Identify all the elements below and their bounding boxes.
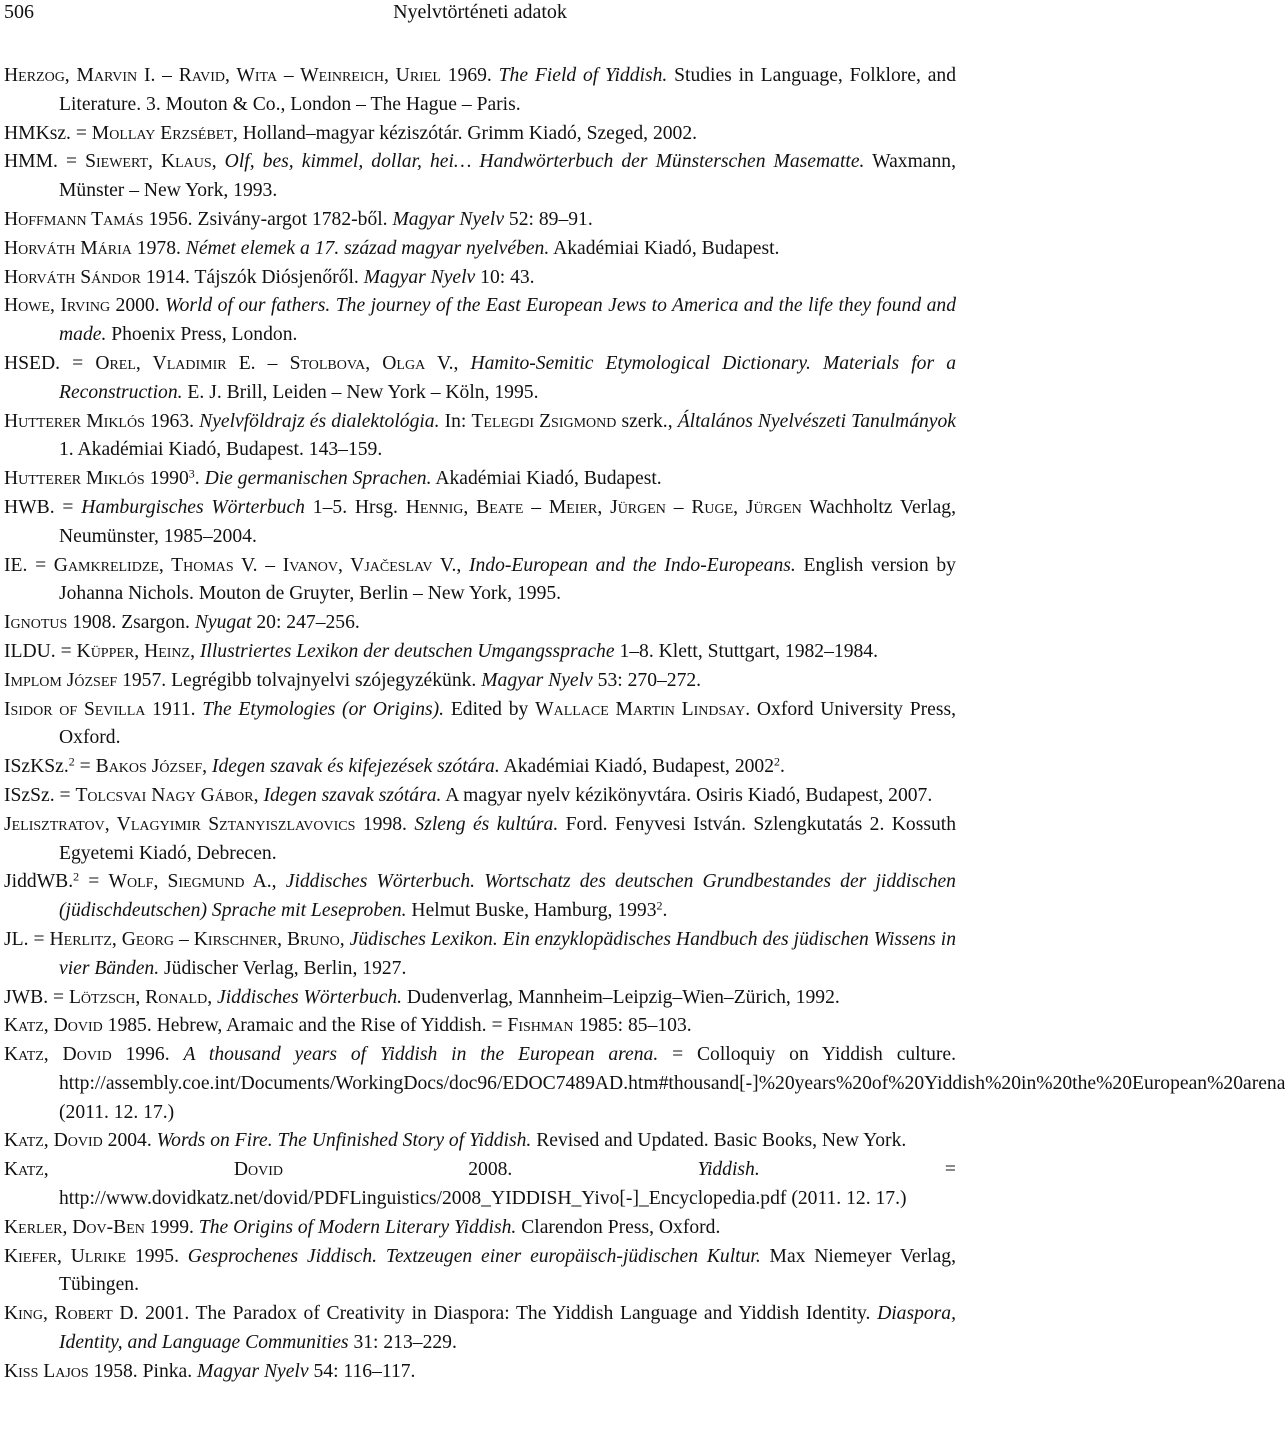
bibliography-entry bbox=[4, 1156, 956, 1214]
entry-segment: Akadémiai Kiadó, Budapest, 2002 bbox=[499, 756, 775, 778]
entry-segment: = bbox=[74, 756, 96, 778]
entry-segment: . Oxford University Press, Oxford. bbox=[59, 698, 957, 749]
entry-segment: JL. = bbox=[4, 928, 50, 950]
bibliography-entry bbox=[4, 62, 956, 120]
entry-segment: 1999. bbox=[144, 1216, 199, 1238]
entry-segment: 2 bbox=[656, 898, 663, 913]
entry-segment: szerk., bbox=[616, 410, 678, 432]
entry-segment: Horváth Sándor bbox=[4, 266, 141, 288]
entry-segment: Edited by bbox=[444, 698, 536, 720]
entry-segment: HWB. = bbox=[4, 496, 82, 518]
entry-segment: Kerler, Dov-Ben bbox=[4, 1216, 145, 1238]
entry-segment: Jelisztratov, Vlagyimir Sztanyiszlavovics bbox=[4, 813, 356, 835]
entry-segment: A magyar nyelv kézikönyvtára. Osiris Kiadó, Budapest, 2007. bbox=[441, 784, 933, 806]
entry-segment: Ford. Fenyvesi István. Szlengkutatás 2. Kossuth Egyetemi Kiadó, Debrecen. bbox=[59, 813, 957, 864]
entry-segment: . bbox=[662, 900, 668, 922]
entry-segment: Horváth Mária bbox=[4, 237, 132, 259]
entry-segment: 2 bbox=[774, 754, 781, 769]
bibliography-entry bbox=[4, 1358, 956, 1387]
entry-segment: Jiddisches Wörterbuch. bbox=[217, 986, 403, 1008]
entry-segment: ISzSz. = bbox=[4, 784, 76, 806]
entry-segment: , bbox=[339, 928, 350, 950]
entry-segment: 2 bbox=[68, 754, 75, 769]
entry-segment: Kiss Lajos bbox=[4, 1360, 89, 1382]
entry-segment: = bbox=[79, 871, 109, 893]
entry-segment: 1. Akadémiai Kiadó, Budapest. 143–159. bbox=[59, 439, 383, 461]
entry-segment: E. J. Brill, Leiden – New York – Köln, 1995. bbox=[182, 381, 539, 403]
entry-segment: Revised and Updated. Basic Books, New York. bbox=[531, 1130, 907, 1152]
entry-segment: E. – bbox=[226, 352, 290, 374]
entry-segment: Herzog, Marvin I. – Ravid, Wita – Weinreich, Uriel bbox=[4, 65, 441, 86]
entry-segment: Hutterer Miklós bbox=[4, 410, 145, 432]
entry-segment: Idegen szavak és kifejezések szótára. bbox=[211, 756, 500, 778]
entry-segment: Magyar Nyelv bbox=[392, 208, 505, 230]
entry-segment: ISzKSz. bbox=[4, 756, 69, 778]
entry-segment: 1957. Legrégibb tolvajnyelvi szójegyzékünk. bbox=[117, 669, 482, 691]
bibliography-entry bbox=[4, 292, 956, 350]
entry-segment: In: bbox=[439, 410, 472, 432]
bibliography-entry bbox=[4, 264, 956, 293]
entry-segment: The Etymologies (or Origins). bbox=[202, 698, 445, 720]
running-title: Nyelvtörténeti adatok bbox=[393, 1, 567, 23]
page-header bbox=[0, 0, 960, 26]
bibliography-entry bbox=[4, 120, 956, 149]
bibliography-entry bbox=[4, 465, 956, 494]
bibliography-entry bbox=[4, 638, 956, 667]
entry-segment: Német elemek a 17. század magyar nyelvében. bbox=[185, 237, 550, 259]
entry-segment: Helmut Buske, Hamburg, 1993 bbox=[406, 900, 657, 922]
entry-segment: IE. = bbox=[4, 554, 54, 576]
entry-segment: Isidor of Sevilla bbox=[4, 698, 146, 720]
entry-segment: 2004. bbox=[102, 1130, 157, 1152]
entry-segment: Akadémiai Kiadó, Budapest. bbox=[431, 468, 662, 490]
entry-segment: Orel, Vladimir bbox=[95, 352, 227, 374]
entry-segment: 1969. bbox=[440, 65, 499, 86]
entry-segment: . bbox=[194, 468, 205, 490]
entry-segment: . bbox=[780, 756, 785, 778]
entry-segment: King, Robert bbox=[4, 1303, 113, 1325]
entry-segment: Jüdischer Verlag, Berlin, 1927. bbox=[159, 957, 407, 979]
entry-segment: Diaspora, Identity, and Language Communities bbox=[59, 1303, 956, 1354]
bibliography-entry bbox=[4, 494, 956, 552]
entry-segment: Hutterer Miklós bbox=[4, 468, 145, 490]
entry-segment: Ivanov, Vjačeslav bbox=[282, 554, 433, 576]
entry-segment: The Origins of Modern Literary Yiddish. bbox=[198, 1216, 517, 1238]
entry-segment: 2008. bbox=[283, 1159, 698, 1181]
entry-segment: 10: 43. bbox=[475, 266, 535, 288]
entry-segment: Phoenix Press, London. bbox=[106, 324, 298, 346]
bibliography-entry bbox=[4, 609, 956, 638]
entry-segment: Mollay Erzsébet bbox=[91, 122, 233, 144]
entry-segment: Lötzsch, Ronald bbox=[68, 986, 208, 1008]
entry-segment: Katz, Dovid bbox=[4, 1130, 103, 1152]
entry-segment: Ignotus bbox=[4, 612, 68, 634]
entry-segment: , Holland–magyar kéziszótár. Grimm Kiadó, Szeged, 2002. bbox=[232, 122, 698, 144]
entry-segment: Yiddish. bbox=[697, 1159, 760, 1181]
entry-segment: Magyar Nyelv bbox=[481, 669, 593, 691]
bibliography-entry bbox=[4, 782, 956, 811]
entry-segment: Katz, Dovid bbox=[4, 1015, 103, 1037]
entry-segment: 1958. Pinka. bbox=[88, 1360, 198, 1382]
entry-segment: 53: 270–272. bbox=[592, 669, 702, 691]
entry-segment: Katz, Dovid bbox=[4, 1044, 112, 1066]
entry-segment: Waxmann, Münster – New York, 1993. bbox=[59, 151, 956, 202]
entry-segment: 1985: 85–103. bbox=[573, 1015, 692, 1037]
entry-segment: 1914. Tájszók Diósjenőről. bbox=[140, 266, 364, 288]
entry-segment: 1–8. Klett, Stuttgart, 1982–1984. bbox=[614, 640, 878, 662]
entry-segment: Szleng és kultúra. bbox=[414, 813, 559, 835]
entry-segment: Jiddisches Wörterbuch. Wortschatz des deutschen Grundbestandes der jiddischen (jüdischdeutschen) Sprache mit Leseproben. bbox=[59, 871, 956, 922]
bibliography-entry bbox=[4, 148, 956, 206]
bibliography-entry bbox=[4, 811, 956, 869]
entry-segment: Olf, bes, kimmel, dollar, hei… Handwörterbuch der Münsterschen Masematte. bbox=[224, 151, 865, 173]
entry-segment: Fishman bbox=[507, 1015, 574, 1037]
entry-segment: V., bbox=[432, 554, 469, 576]
entry-segment: 1978. bbox=[131, 237, 186, 259]
bibliography-entry bbox=[4, 1300, 956, 1358]
entry-segment: Words on Fire. The Unfinished Story of Yiddish. bbox=[156, 1130, 532, 1152]
entry-segment: Küpper, Heinz bbox=[76, 640, 191, 662]
entry-segment: 1995. bbox=[126, 1245, 188, 1267]
entry-segment: V., bbox=[425, 352, 471, 374]
entry-segment: = Colloquiy on Yiddish culture. http://assembly.coe.int/Documents/WorkingDocs/doc96/EDOC7489AD.htm#thousand[-]%20years%20of%20Yiddish%20in%20the%20European%20arena (2011. 12. 17.) bbox=[59, 1044, 1285, 1123]
entry-segment: Kiefer, Ulrike bbox=[4, 1245, 127, 1267]
bibliography-entry bbox=[4, 1127, 956, 1156]
entry-segment: 52: 89–91. bbox=[504, 208, 593, 230]
entry-segment: Idegen szavak szótára. bbox=[263, 784, 442, 806]
entry-segment: HMM. = bbox=[4, 151, 86, 173]
entry-segment: Illustriertes Lexikon der deutschen Umgangssprache bbox=[199, 640, 615, 662]
entry-segment: 1–5. Hrsg. bbox=[304, 496, 406, 518]
entry-segment: Herlitz, Georg – Kirschner, Bruno bbox=[49, 928, 340, 950]
entry-segment: JiddWB. bbox=[4, 871, 74, 893]
entry-segment: ILDU. = bbox=[4, 640, 77, 662]
entry-segment: Hennig, Beate – Meier, Jürgen – Ruge, Jürgen bbox=[405, 496, 802, 518]
entry-segment: 1908. Zsargon. bbox=[67, 612, 195, 634]
entry-segment: Telegdi Zsigmond bbox=[471, 410, 617, 432]
bibliography-entry bbox=[4, 1012, 956, 1041]
entry-segment: Nyugat bbox=[194, 612, 252, 634]
entry-segment: Indo-European and the Indo-Europeans. bbox=[468, 554, 796, 576]
entry-segment: Siewert, Klaus bbox=[85, 151, 212, 173]
bibliography-entry bbox=[4, 1214, 956, 1243]
entry-segment: = http://www.dovidkatz.net/dovid/PDFLinguistics/2008_YIDDISH_Yivo[-]_Encyclopedia.pdf (2011. 12. 17.) bbox=[59, 1159, 956, 1210]
entry-segment: V. – bbox=[233, 554, 283, 576]
bibliography-entry bbox=[4, 696, 956, 754]
entry-segment: Akadémiai Kiadó, Budapest. bbox=[549, 237, 780, 259]
entry-segment: 1985. Hebrew, Aramaic and the Rise of Yiddish. = bbox=[102, 1015, 508, 1037]
entry-segment: World of our fathers. The journey of the East European Jews to America and the life they found and made. bbox=[59, 295, 956, 346]
entry-segment: , bbox=[190, 640, 200, 662]
entry-segment: 1956. Zsivány-argot 1782-ből. bbox=[143, 208, 393, 230]
entry-segment: Jüdisches Lexikon. Ein enzyklopädisches Handbuch des jüdischen Wissens in vier Bänden. bbox=[59, 928, 957, 979]
bibliography-entry bbox=[4, 1243, 956, 1301]
bibliography-entry bbox=[4, 552, 956, 610]
entry-segment: 1998. bbox=[355, 813, 415, 835]
entry-segment: Hamburgisches Wörterbuch bbox=[81, 496, 305, 518]
entry-segment: 1996. bbox=[111, 1044, 184, 1066]
entry-segment: 31: 213–229. bbox=[348, 1332, 457, 1354]
entry-segment: Gesprochenes Jiddisch. Textzeugen einer europäisch-jüdischen Kultur. bbox=[187, 1245, 761, 1267]
entry-segment: 20: 247–256. bbox=[251, 612, 360, 634]
entry-segment: Die germanischen Sprachen. bbox=[204, 468, 432, 490]
entry-segment: A., bbox=[244, 871, 286, 893]
entry-segment: HSED. = bbox=[4, 352, 96, 374]
entry-segment: Bakos József bbox=[95, 756, 203, 778]
bibliography-entry bbox=[4, 408, 956, 466]
entry-segment: 2 bbox=[73, 869, 80, 884]
bibliography-entry bbox=[4, 350, 956, 408]
entry-segment: D. 2001. The Paradox of Creativity in Diaspora: The Yiddish Language and Yiddish Identity. bbox=[112, 1303, 878, 1325]
entry-segment: English version by Johanna Nichols. Mouton de Gruyter, Berlin – New York, 1995. bbox=[59, 554, 956, 605]
entry-segment: Stolbova, Olga bbox=[289, 352, 426, 374]
entry-segment: Gamkrelidze, Thomas bbox=[53, 554, 234, 576]
entry-segment: Wachholtz Verlag, Neumünster, 1985–2004. bbox=[59, 496, 956, 547]
entry-segment: Magyar Nyelv bbox=[197, 1360, 309, 1382]
bibliography-entry bbox=[4, 235, 956, 264]
entry-segment: Max Niemeyer Verlag, Tübingen. bbox=[59, 1245, 956, 1296]
entry-segment: 1990 bbox=[144, 468, 189, 490]
entry-segment: JWB. = bbox=[4, 986, 69, 1008]
entry-segment: , bbox=[253, 784, 264, 806]
entry-segment: Magyar Nyelv bbox=[363, 266, 476, 288]
bibliography-entry bbox=[4, 868, 956, 926]
entry-segment: , bbox=[207, 986, 218, 1008]
entry-segment: Dudenverlag, Mannheim–Leipzig–Wien–Zürich, 1992. bbox=[402, 986, 840, 1008]
bibliography-entry bbox=[4, 753, 956, 782]
bibliography-entry bbox=[4, 1041, 1285, 1127]
entry-segment: , bbox=[202, 756, 212, 778]
bibliography-list bbox=[4, 62, 1285, 1387]
entry-segment: Általános Nyelvészeti Tanulmányok bbox=[677, 410, 956, 432]
bibliography-entry bbox=[4, 667, 956, 696]
entry-segment: 1963. bbox=[144, 410, 200, 432]
entry-segment: 2000. bbox=[110, 295, 166, 317]
entry-segment: Clarendon Press, Oxford. bbox=[516, 1216, 721, 1238]
entry-segment: Katz, Dovid bbox=[4, 1159, 284, 1181]
entry-segment: 54: 116–117. bbox=[308, 1360, 416, 1382]
entry-segment: , bbox=[211, 151, 225, 173]
entry-segment: HMKsz. = bbox=[4, 122, 92, 144]
entry-segment: Nyelvföldrajz és dialektológia. bbox=[199, 410, 440, 432]
entry-segment: Hamito-Semitic Etymological Dictionary. Materials for a Reconstruction. bbox=[59, 352, 956, 403]
bibliography-entry bbox=[4, 926, 956, 984]
entry-segment: Wolf, Siegmund bbox=[108, 871, 245, 893]
entry-segment: 3 bbox=[188, 466, 195, 481]
entry-segment: 1911. bbox=[145, 698, 203, 720]
entry-segment: Studies in Language, Folklore, and Literature. 3. Mouton & Co., London – The Hague – Paris. bbox=[59, 65, 957, 115]
entry-segment: A thousand years of Yiddish in the European arena. bbox=[183, 1044, 659, 1066]
bibliography-entry bbox=[4, 984, 956, 1013]
bibliography-entry bbox=[4, 206, 956, 235]
page-number: 506 bbox=[4, 1, 34, 23]
entry-segment: Tolcsvai Nagy Gábor bbox=[75, 784, 254, 806]
entry-segment: Implom József bbox=[4, 669, 118, 691]
entry-segment: Hoffmann Tamás bbox=[4, 208, 144, 230]
entry-segment: The Field of Yiddish. bbox=[498, 65, 668, 86]
entry-segment: Howe, Irving bbox=[4, 295, 111, 317]
entry-segment: Wallace Martin Lindsay bbox=[535, 698, 746, 720]
